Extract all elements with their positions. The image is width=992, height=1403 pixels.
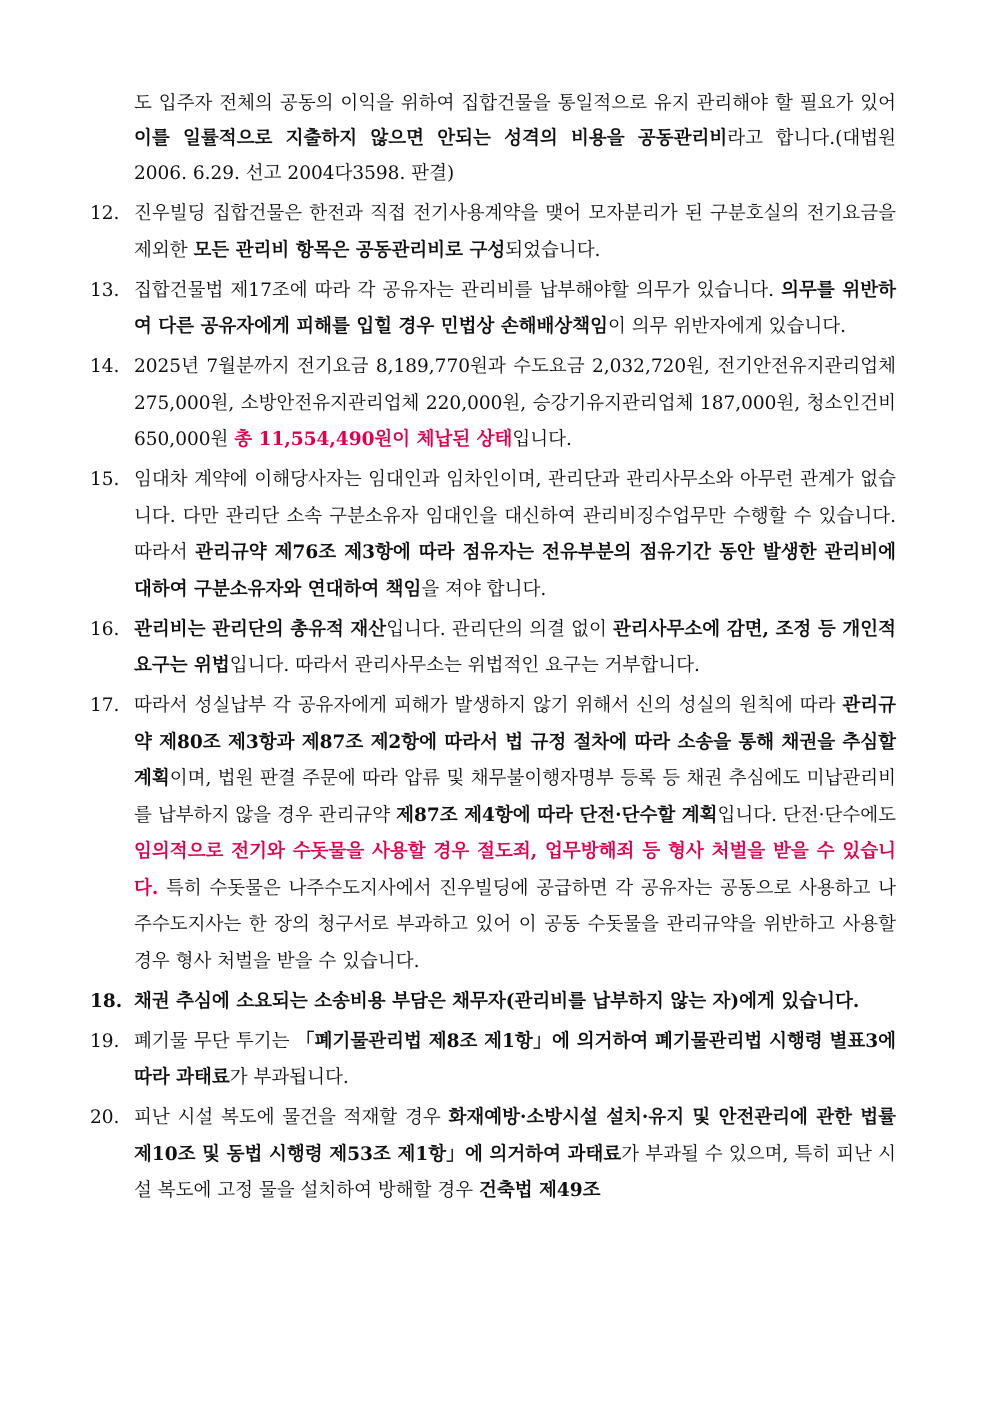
text-run: 입니다. 따라서 관리사무소는 위법적인 요구는 거부합니다. — [229, 655, 700, 676]
list-item-text — [134, 273, 896, 346]
list-item-text — [134, 462, 896, 608]
text-run: 이 의무 위반자에게 있습니다. — [608, 316, 846, 337]
list-item-number: 20. — [90, 1107, 120, 1128]
text-run: 임대차 계약에 이해당사자는 임대인과 임차인이며, 관리단과 관리사무소와 아무런 관계가 없습니다. 다만 관리단 소속 구분소유자 임대인을 대신하여 관리비징수업무만 수행할 수 있습니다. 따라서 — [134, 469, 896, 563]
list-item-number: 12. — [90, 203, 120, 224]
list-item-text — [134, 1100, 896, 1210]
list-item-number: 17. — [90, 695, 120, 716]
list-item-number: 19. — [90, 1030, 120, 1052]
list-item-text — [134, 688, 896, 980]
text-run: 도 입주자 전체의 공동의 이익을 위하여 집합건물을 통일적으로 유지 관리해야 할 필요가 있어 — [134, 93, 896, 114]
list-item — [90, 273, 896, 346]
bold-text: 「폐기물관리법 제8조 제1항」에 의거하여 폐기물관리법 시행령 별표3에 따라 과태료 — [134, 1030, 896, 1088]
list-item — [90, 462, 896, 608]
text-run: 이며, 법원 판결 주문에 따라 압류 및 채무불이행자명부 등록 등 채권 추심에도 미납관리비를 납부하지 않을 경우 관리규약 — [134, 768, 896, 826]
list-item — [90, 349, 896, 459]
list-item-number: 16. — [90, 618, 120, 640]
bold-text: 관리규약 제76조 제3항에 따라 점유자는 전유부분의 점유기간 동안 발생한 관리비에 대하여 구분소유자와 연대하여 책임 — [134, 542, 896, 600]
highlighted-text: 총 11,554,490원이 체납된 상태 — [234, 429, 513, 450]
numbered-list — [90, 196, 896, 1213]
bold-text: 의무를 위반하여 다른 공유자에게 피해를 입힐 경우 민법상 손해배상책임 — [134, 279, 896, 337]
bold-text: 화재예방·소방시설 설치·유지 및 안전관리에 관한 법률 제10조 및 동법 시행령 제53조 제1항」에 의거하여 과태료 — [134, 1107, 897, 1165]
bold-text: 관리비는 관리단의 총유적 재산 — [134, 618, 387, 640]
list-item-text — [134, 1024, 896, 1097]
bold-text: 관리사무소에 감면, 조정 등 개인적 요구는 위법 — [134, 618, 896, 676]
text-run: 집합건물법 제17조에 따라 각 공유자는 관리비를 납부해야할 의무가 있습니다. — [134, 279, 782, 301]
text-run: 채권 추심에 소요되는 소송비용 부담은 채무자(관리비를 납부하지 않는 자)에게 있습니다. — [134, 990, 860, 1012]
text-run: 입니다. 관리단의 의결 없이 — [386, 618, 613, 640]
text-run: 특히 수돗물은 나주수도지사에서 진우빌딩에 공급하면 각 공유자는 공동으로 사용하고 나주수도지사는 한 장의 청구서로 부과하고 있어 이 공동 수돗물을 관리규약을 위반하고 사용할 경우 형사 처벌을 받을 수 있습니다. — [134, 877, 896, 972]
list-item-number: 14. — [90, 356, 120, 377]
text-run: 입니다. — [512, 429, 572, 450]
continuation-paragraph — [134, 86, 896, 191]
text-run: 라고 합니다.(대법원 2006. 6.29. 선고 2004다3598. 판결) — [134, 128, 896, 184]
list-item-text — [134, 984, 896, 1021]
text-run: 2025년 7월분까지 전기요금 8,189,770원과 수도요금 2,032,720원, 전기안전유지관리업체 275,000원, 소방안전유지관리업체 220,000원, 승강기유지관리업체 187,000원, 청소인건비 650,000원 — [134, 356, 896, 450]
list-item-text — [134, 612, 896, 685]
highlighted-text: 임의적으로 전기와 수돗물을 사용할 경우 절도죄, 업무방해죄 등 형사 처벌을 받을 수 있습니다. — [134, 841, 896, 899]
list-item — [90, 1024, 896, 1097]
list-item — [90, 612, 896, 685]
list-item-text — [134, 349, 896, 459]
bold-text: 이를 일률적으로 지출하지 않으면 안되는 성격의 비용을 공동관리비 — [134, 128, 728, 149]
bold-text: 모든 관리비 항목은 공동관리비로 구성 — [193, 239, 506, 261]
text-run: 가 부과됩니다. — [229, 1067, 349, 1088]
list-item — [90, 984, 896, 1021]
list-item-number: 18. — [90, 990, 123, 1012]
list-item — [90, 1100, 896, 1210]
bold-text: 관리규약 제80조 제3항과 제87조 제2항에 따라서 법 규정 절차에 따라 소송을 통해 채권을 추심할 계획 — [134, 695, 896, 789]
text-run: 진우빌딩 집합건물은 한전과 직접 전기사용계약을 맺어 모자분리가 된 구분호실의 전기요금을 제외한 — [134, 203, 896, 261]
bold-text: 제87조 제4항에 따라 단전·단수할 계획 — [396, 804, 718, 826]
list-item-number: 15. — [90, 469, 120, 490]
bold-text: 건축법 제49조 — [478, 1180, 601, 1201]
text-run: 가 부과될 수 있으며, 특히 피난 시설 복도에 고정 물을 설치하여 방해할 경우 — [134, 1143, 896, 1201]
text-run: 입니다. 단전·단수에도 — [717, 804, 897, 826]
text-run: 폐기물 무단 투기는 — [134, 1030, 296, 1052]
list-item — [90, 688, 896, 980]
text-run: 따라서 성실납부 각 공유자에게 피해가 발생하지 않기 위해서 신의 성실의 원칙에 따라 — [134, 695, 843, 716]
list-item-number: 13. — [90, 279, 120, 301]
text-run: 을 져야 합니다. — [421, 578, 547, 600]
text-run: 피난 시설 복도에 물건을 적재할 경우 — [134, 1107, 449, 1128]
text-run: 되었습니다. — [505, 239, 601, 261]
list-item-text — [134, 196, 896, 269]
list-item — [90, 196, 896, 269]
